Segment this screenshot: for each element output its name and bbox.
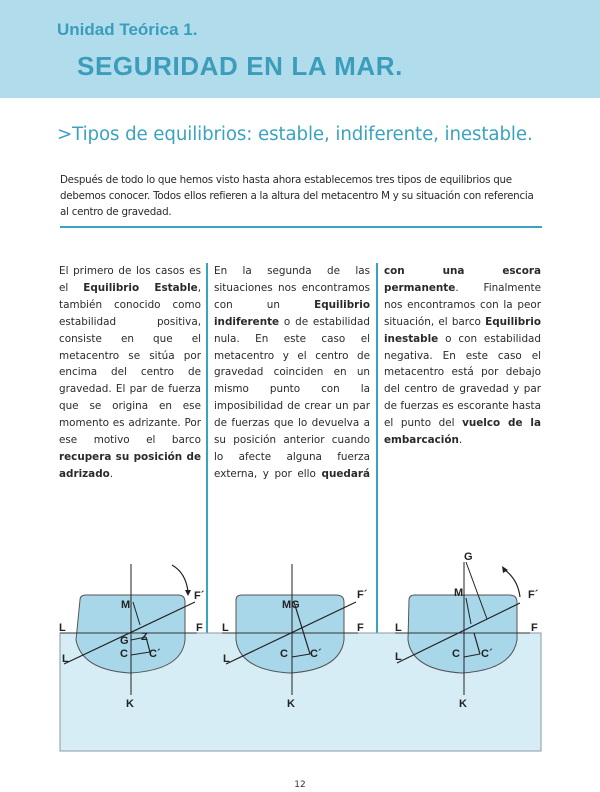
label-F: F [196, 622, 203, 634]
emphasis: vuelco de la embarcación [384, 417, 541, 447]
section-divider [60, 226, 542, 228]
text: El primero de los casos es el [59, 265, 201, 294]
unit-label: Unidad Teórica 1. [57, 20, 198, 39]
label-L: L [395, 622, 402, 634]
hull [408, 595, 517, 673]
emphasis: quedará [321, 467, 370, 480]
text: . [109, 467, 114, 480]
label-M: M [121, 599, 131, 611]
stability-diagrams [0, 540, 600, 762]
term-stable: Equilibrio Estable [83, 281, 198, 294]
label-K: K [287, 698, 295, 710]
capsize-arrow-icon [505, 570, 520, 597]
label-L: L [59, 622, 66, 634]
label-G: G [120, 635, 129, 647]
text: o con estabilidad negativa. En este caso el metacentro está por debajo del centro de gravedad y par de fuerzas es escorante hasta el punto del [384, 332, 541, 430]
label-F: F [531, 622, 538, 634]
label-G: G [464, 551, 473, 563]
page-title: SEGURIDAD EN LA MAR. [77, 51, 403, 81]
heel-arrow-icon [172, 565, 188, 592]
label-F: F [357, 622, 364, 634]
label-L-inclined: L [62, 653, 69, 665]
text: . Finalmente nos encontramos con la peor situación, el barco [384, 281, 541, 328]
label-C-prime: C´ [481, 648, 493, 660]
label-C: C [452, 648, 460, 660]
text: En la segunda de las situaciones nos encontramos con un [214, 265, 370, 311]
label-Z: Z [141, 631, 148, 643]
label-K: K [459, 698, 467, 710]
page-header [0, 0, 600, 98]
label-L-inclined: L [223, 653, 230, 665]
term-unstable: Equilibrio inestable [384, 315, 541, 345]
label-C: C [280, 648, 288, 660]
label-K: K [126, 698, 134, 710]
column-stable [59, 263, 201, 483]
text: , también conocido como estabilidad positiva, consiste en que el metacentro se sitúa por encima del centro de gravedad. El par de fuerza que se origina en ese momento es adrizante. Por ese motivo el barco [59, 281, 201, 447]
label-F-prime: F´ [357, 589, 368, 601]
label-MG: MG [282, 599, 300, 611]
label-M: M [454, 587, 464, 599]
term-indifferent: Equilibrio indiferente [214, 298, 370, 328]
intro-paragraph: Después de todo lo que hemos visto hasta ahora establecemos tres tipos de equilibrios que debemos conocer. Todos ellos refieren a la altura del metacentro M y su situación con referencia al centro de gravedad. [60, 174, 534, 218]
page-number: 12 [294, 780, 306, 790]
label-C: C [120, 648, 128, 660]
text: o de estabilidad nula. En este caso el metacentro y el centro de gravedad coinciden en un mismo punto con la imposibilidad de crear un par de fuerzas que lo devuelva a su posición anterior cuando lo afecte alguna fuerza externa, y por ello [214, 315, 370, 480]
label-C-prime: C´ [149, 648, 161, 660]
arrowhead [185, 590, 191, 596]
label-C-prime: C´ [310, 648, 322, 660]
emphasis: con una escora permanente [384, 265, 541, 294]
label-L: L [222, 622, 229, 634]
label-F-prime: F´ [528, 589, 539, 601]
section-title: >Tipos de equilibrios: estable, indiferente, inestable. [57, 124, 533, 145]
emphasis: recupera su posición de adrizado [59, 450, 201, 480]
label-F-prime: F´ [194, 590, 205, 602]
label-L-inclined: L [395, 651, 402, 663]
text: . [458, 434, 463, 447]
column-unstable [384, 263, 541, 449]
column-indifferent [214, 263, 370, 483]
